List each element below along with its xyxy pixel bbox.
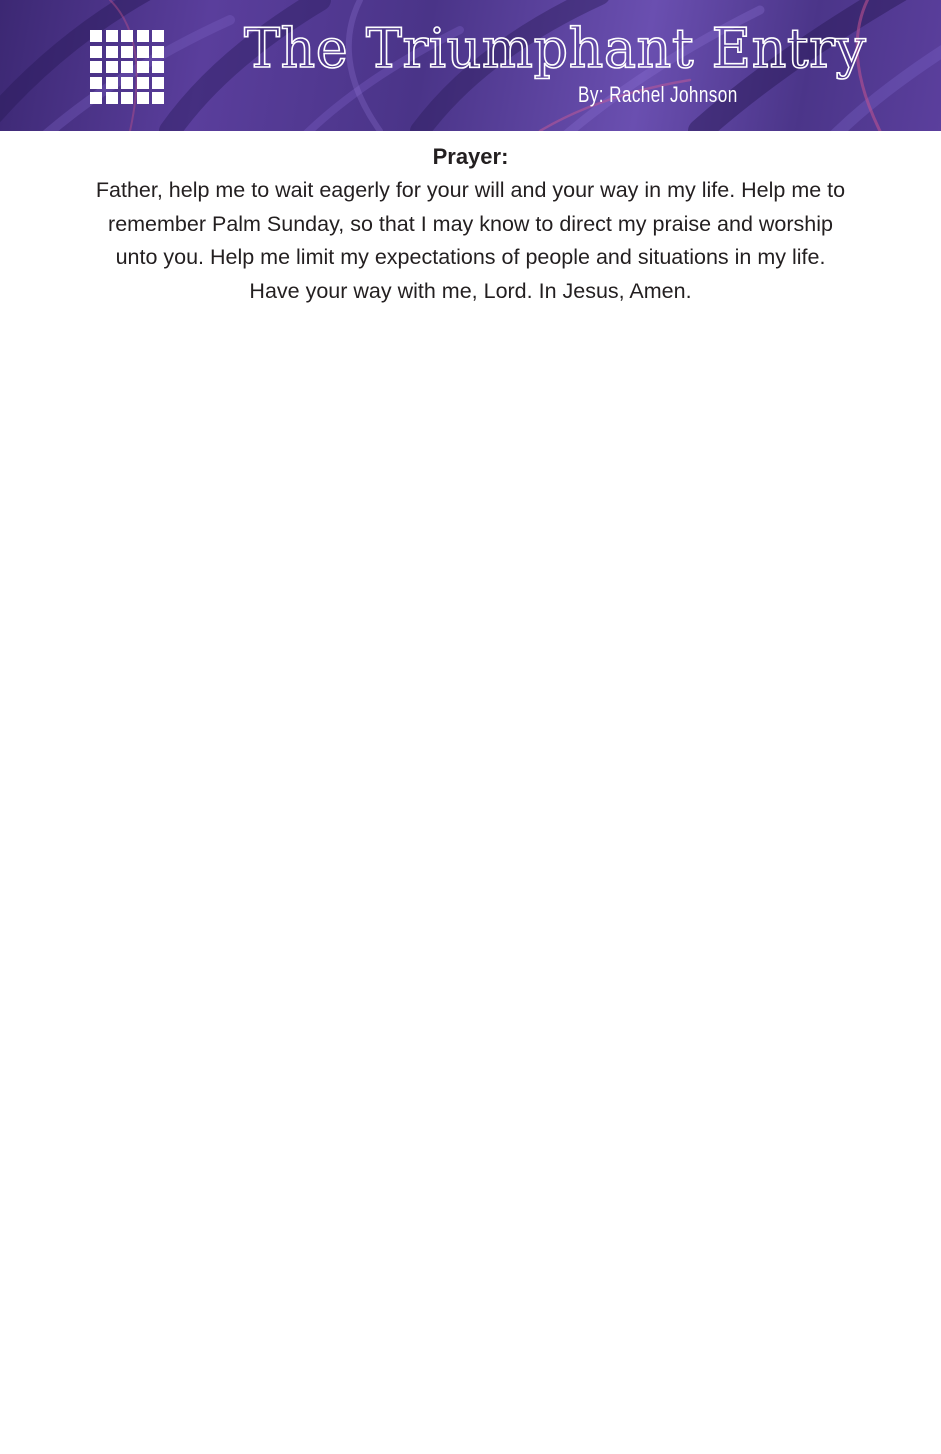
grid-logo-icon <box>90 30 164 104</box>
prayer-section <box>90 140 851 309</box>
header-banner <box>0 0 941 131</box>
page-title: The Triumphant Entry <box>244 17 867 80</box>
prayer-heading: Prayer: <box>432 144 509 169</box>
author-byline: By: Rachel Johnson <box>578 82 738 107</box>
prayer-text: Father, help me to wait eagerly for your will and your way in my life. Help me to remember Palm Sunday, so that I may know to direct my praise and worship unto you. Help me limit my expectations of people and situations in my life. Have your way with me, Lord. In Jesus, Amen. <box>95 178 846 304</box>
